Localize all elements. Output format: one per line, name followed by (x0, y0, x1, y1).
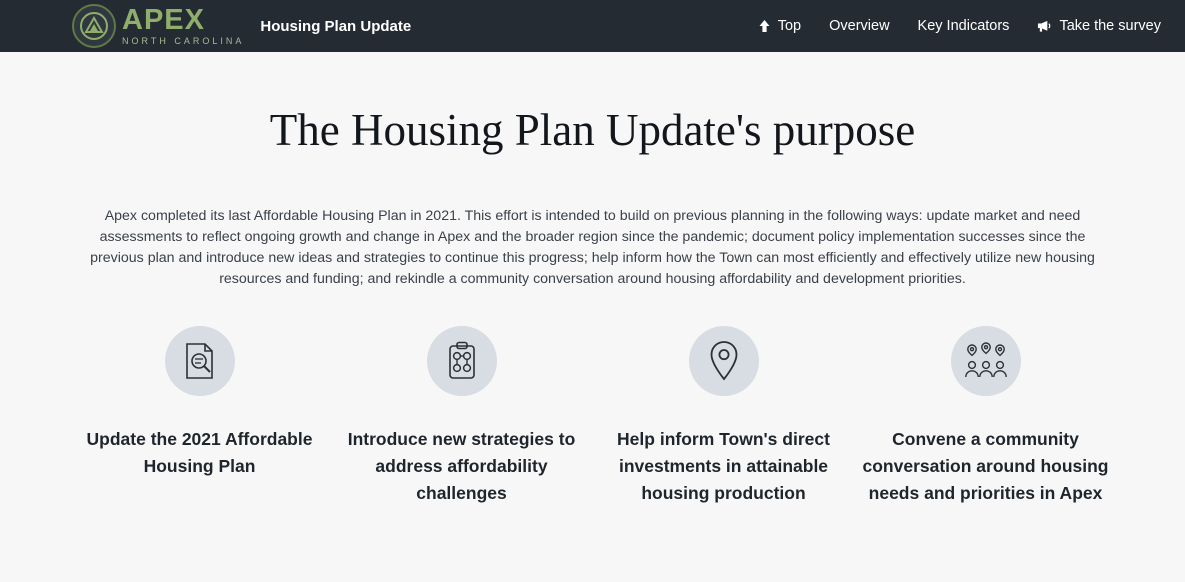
clipboard-strategy-icon (427, 326, 497, 396)
arrow-up-icon (758, 19, 771, 33)
nav-links (758, 18, 1161, 34)
apex-triangle-logo-icon (72, 4, 116, 48)
purpose-card (331, 326, 593, 507)
people-group-icon (951, 326, 1021, 396)
nav-link-overview-label: Overview (829, 18, 890, 34)
nav-link-top-label: Top (777, 18, 802, 34)
purpose-card-label: Introduce new strategies to address affordability challenges (347, 429, 576, 503)
nav-link-top[interactable] (758, 18, 801, 34)
brand[interactable] (72, 4, 411, 48)
nav-link-key-indicators[interactable] (918, 18, 1010, 34)
logo-subtitle: NORTH CAROLINA (122, 36, 245, 46)
purpose-card (855, 326, 1117, 507)
nav-link-take-the-survey[interactable] (1037, 18, 1161, 34)
top-navigation-bar (0, 0, 1185, 52)
page-title: The Housing Plan Update's purpose (269, 105, 916, 155)
nav-link-overview[interactable] (829, 18, 889, 34)
purpose-card-label: Update the 2021 Affordable Housing Plan (86, 429, 313, 476)
purpose-card (593, 326, 855, 507)
purpose-card-label: Convene a community conversation around housing needs and priorities in Apex (862, 429, 1109, 503)
page-content (0, 52, 1185, 507)
purpose-card (69, 326, 331, 507)
intro-paragraph: Apex completed its last Affordable Housing Plan in 2021. This effort is intended to build on previous planning in the following ways: update market and need assessments to reflect ongoing growth and change in Apex and the broader region since the pandemic; document policy implementation successes since the previous plan and introduce new ideas and strategies to continue this progress; help inform how the Town can most efficiently and effectively utilize new housing resources and funding; and rekindle a community conversation around housing affordability and development priorities. (90, 208, 1095, 287)
apex-logo[interactable] (72, 4, 244, 48)
purpose-cards (0, 326, 1185, 507)
megaphone-icon (1037, 19, 1052, 33)
nav-link-take-the-survey-label: Take the survey (1059, 18, 1161, 34)
site-title: Housing Plan Update (260, 17, 412, 35)
document-magnifier-icon (165, 326, 235, 396)
nav-link-key-indicators-label: Key Indicators (917, 18, 1010, 34)
logo-wordmark: APEX (122, 4, 205, 36)
purpose-card-label: Help inform Town's direct investments in attainable housing production (617, 429, 830, 503)
map-pin-icon (689, 326, 759, 396)
